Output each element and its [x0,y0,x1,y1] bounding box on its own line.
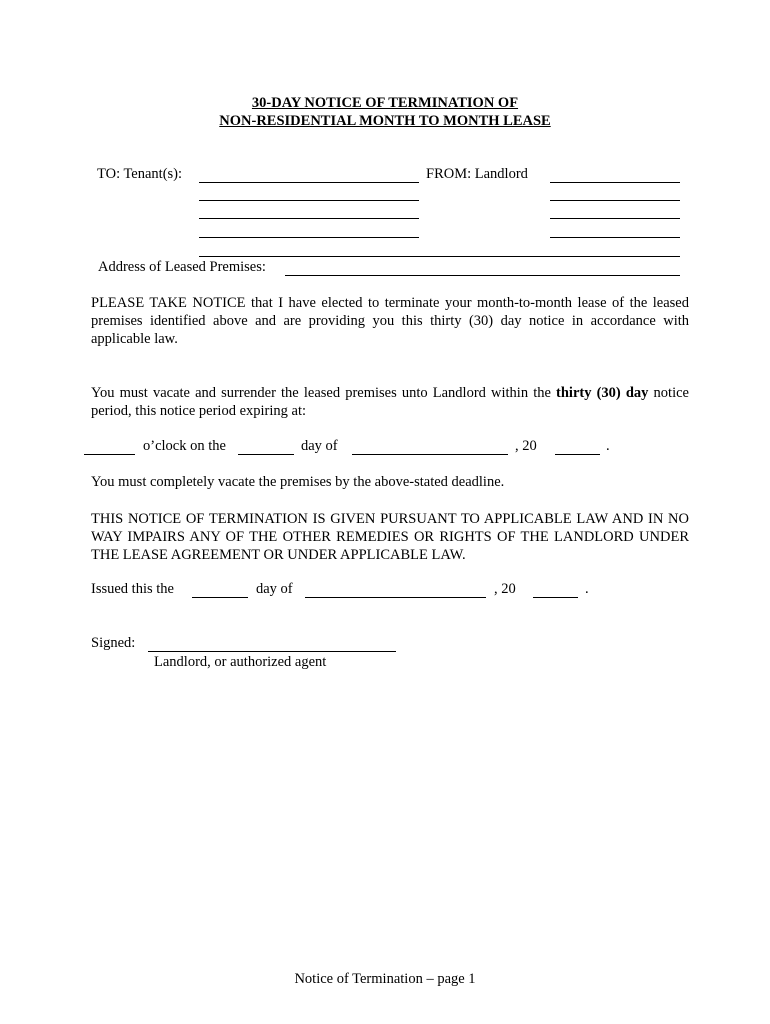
tenant-name-line-4[interactable] [199,237,419,238]
issued-year-blank[interactable] [533,597,578,598]
issued-year-prefix: , 20 [494,581,516,597]
thirty-day-emphasis: thirty (30) day [556,385,649,401]
signed-label: Signed: [91,635,136,651]
issued-day-of-text: day of [256,581,293,597]
vacate-paragraph-end: notice period, this notice period expiring at: [91,385,689,420]
hour-blank[interactable] [84,454,135,455]
tenant-name-line-2[interactable] [199,200,419,201]
address-label: Address of Leased Premises: [98,259,266,275]
issued-day-blank[interactable] [192,597,248,598]
tenant-name-line-3[interactable] [199,218,419,219]
day-blank[interactable] [238,454,294,455]
legal-notice-paragraph: THIS NOTICE OF TERMINATION IS GIVEN PURSUANT TO APPLICABLE LAW AND IN NO WAY IMPAIRS ANY OF THE OTHER REMEDIES OR RIGHTS OF THE LANDLORD UNDER THE LEASE AGREEMENT OR UNDER APPLICABLE LAW. [91,511,689,564]
landlord-name-line-2[interactable] [550,200,680,201]
document-title-line-2: NON-RESIDENTIAL MONTH TO MONTH LEASE [219,113,551,129]
vacate-paragraph-start: You must vacate and surrender the leased premises unto Landlord within the [91,385,557,401]
issued-month-blank[interactable] [305,597,486,598]
landlord-name-line-3[interactable] [550,218,680,219]
deadline-period: . [606,438,610,454]
day-of-text: day of [301,438,338,454]
vacate-deadline-text: You must completely vacate the premises by the above-stated deadline. [91,474,505,490]
to-tenants-label: TO: Tenant(s): [97,166,183,182]
month-blank[interactable] [352,454,508,455]
notice-paragraph: PLEASE TAKE NOTICE that I have elected to terminate your month-to-month lease of the leased premises identified above and are providing you this thirty (30) day notice in accordance with applicable law. [91,295,689,348]
address-line[interactable] [285,275,680,276]
tenant-name-line-1[interactable] [199,182,419,183]
year-blank[interactable] [555,454,600,455]
from-landlord-label: FROM: Landlord [426,166,528,182]
issued-this-text: Issued this the [91,581,174,597]
address-extra-line[interactable] [199,256,680,257]
page-footer: Notice of Termination – page 1 [294,971,476,987]
signer-caption: Landlord, or authorized agent [154,654,327,670]
vacate-paragraph [91,384,689,420]
document-title-line-1: 30-DAY NOTICE OF TERMINATION OF [251,95,519,111]
year-prefix: , 20 [515,438,537,454]
oclock-text: o’clock on the [143,438,226,454]
landlord-name-line-1[interactable] [550,182,680,183]
landlord-name-line-4[interactable] [550,237,680,238]
signature-line[interactable] [148,651,396,652]
issued-period: . [585,581,589,597]
